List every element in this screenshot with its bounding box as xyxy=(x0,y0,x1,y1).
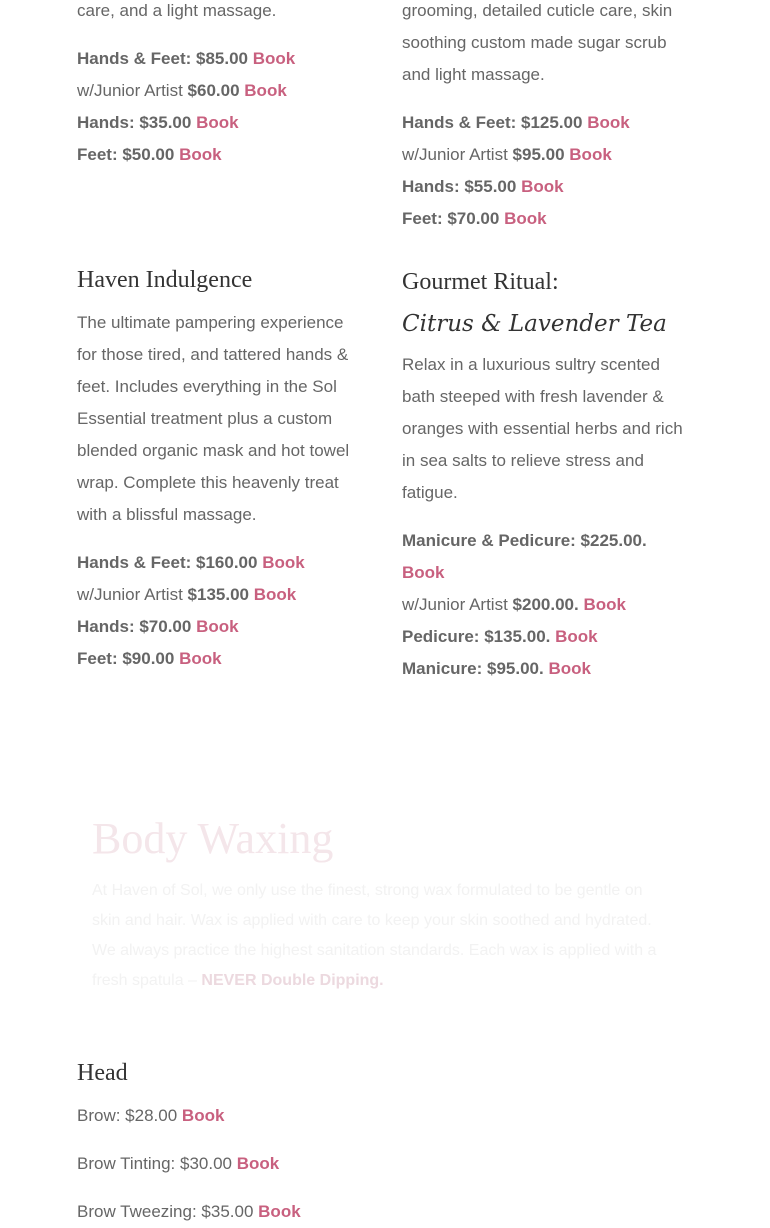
price-line: Hands: $35.00 Book xyxy=(77,113,239,132)
book-button[interactable]: Book xyxy=(587,113,630,132)
intro-fragment: care, and a light massage. xyxy=(77,1,277,20)
section-title: Head xyxy=(77,1060,128,1086)
section-description: The ultimate pampering experience for those tired, and tattered hands & feet. Includes everything in the Sol Essential treatment plus a custom blended organic mask and hot towel wrap. Complete this heavenly treat with a blissful massage. xyxy=(77,313,350,524)
price-line: Hands & Feet: $85.00 Book xyxy=(77,49,296,68)
price-line: Brow Tweezing: $35.00 Book xyxy=(77,1202,301,1221)
body-waxing-section xyxy=(92,812,672,996)
book-button[interactable]: Book xyxy=(402,563,445,582)
book-button[interactable]: Book xyxy=(555,627,598,646)
section-description: Relax in a luxurious sultry scented bath steeped with fresh lavender & oranges with essential herbs and rich in sea salts to relieve stress and fatigue. xyxy=(402,355,683,502)
price-line: Hands & Feet: $125.00 Book xyxy=(402,113,630,132)
book-button[interactable]: Book xyxy=(252,49,296,68)
book-button[interactable]: Book xyxy=(569,145,612,164)
section-subtitle: Citrus & Lavender Tea xyxy=(402,311,667,337)
price-line: Manicure: $95.00. Book xyxy=(402,659,591,678)
price-line: Feet: $90.00 Book xyxy=(77,649,222,668)
book-button[interactable]: Book xyxy=(262,553,305,572)
intro-fragment: grooming, detailed cuticle care, skin soothing custom made sugar scrub and light massage. xyxy=(402,1,673,84)
book-button[interactable]: Book xyxy=(179,145,222,164)
treatment-top-right xyxy=(402,0,692,235)
book-button[interactable]: Book xyxy=(583,595,626,614)
gourmet-ritual-section xyxy=(402,267,692,685)
section-title: Gourmet Ritual: xyxy=(402,269,559,295)
haven-indulgence-section xyxy=(77,265,367,675)
book-button[interactable]: Book xyxy=(244,81,287,100)
book-button[interactable]: Book xyxy=(196,617,239,636)
book-button[interactable]: Book xyxy=(258,1202,301,1221)
price-line: w/Junior Artist $95.00 Book xyxy=(402,145,612,164)
price-line: Brow: $28.00 Book xyxy=(77,1106,225,1125)
book-button[interactable]: Book xyxy=(253,585,297,604)
price-line: w/Junior Artist $60.00 Book xyxy=(77,81,287,100)
price-line: Feet: $70.00 Book xyxy=(402,209,547,228)
book-button[interactable]: Book xyxy=(504,209,547,228)
price-line: Pedicure: $135.00. Book xyxy=(402,627,598,646)
price-line: Hands & Feet: $160.00 Book w/Junior Artist $135.00 Book xyxy=(77,553,305,604)
section-description: At Haven of Sol, we only use the finest, strong wax formulated to be gentle on skin and hair. Wax is applied with care to keep your skin soothed and hydrated. We always practice the highest sanitation standards. Each wax is applied with a fresh spatula – NEVER Double Dipping. xyxy=(92,882,657,989)
section-title: Haven Indulgence xyxy=(77,267,253,293)
price-line: w/Junior Artist $200.00. Book xyxy=(402,595,626,614)
book-button[interactable]: Book xyxy=(181,1106,225,1125)
book-button[interactable]: Book xyxy=(521,177,564,196)
price-line: Hands: $70.00 Book xyxy=(77,617,239,636)
section-heading: Body Waxing xyxy=(92,814,334,863)
price-line: Hands: $55.00 Book xyxy=(402,177,564,196)
book-button[interactable]: Book xyxy=(548,659,591,678)
price-line: Brow Tinting: $30.00 Book xyxy=(77,1154,280,1173)
head-section xyxy=(77,1058,367,1228)
price-line: Feet: $50.00 Book xyxy=(77,145,222,164)
price-line: Manicure & Pedicure: $225.00. Book xyxy=(402,531,647,582)
book-button[interactable]: Book xyxy=(236,1154,280,1173)
book-button[interactable]: Book xyxy=(179,649,222,668)
treatment-top-left xyxy=(77,0,367,171)
book-button[interactable]: Book xyxy=(196,113,239,132)
